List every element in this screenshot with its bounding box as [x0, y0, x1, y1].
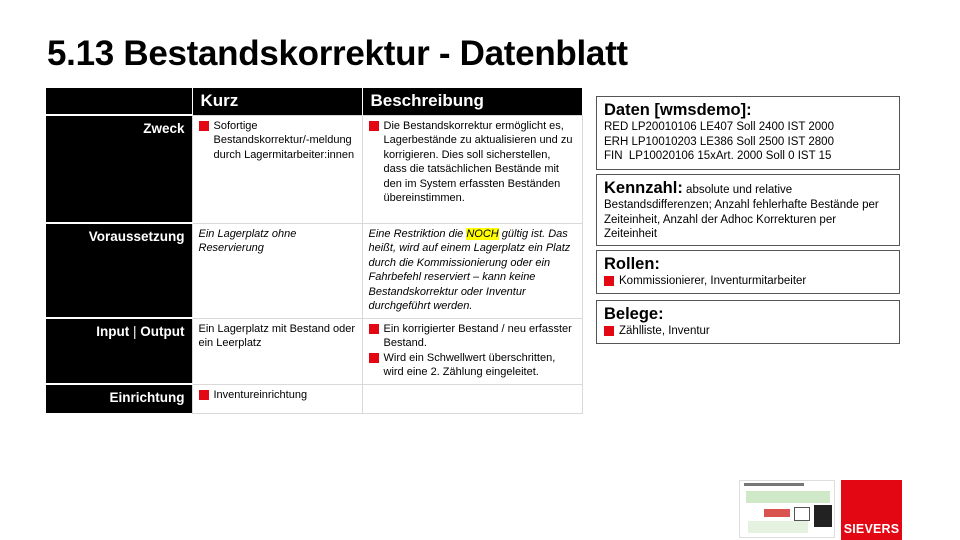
daten-box: [596, 96, 900, 170]
row-input-output: [46, 318, 582, 384]
einrichtung-beschreibung: [362, 384, 582, 413]
row-label-voraussetzung: Voraussetzung: [46, 223, 192, 318]
row-label-zweck: Zweck: [46, 115, 192, 223]
kennzahl-heading: Kennzahl:: [604, 179, 683, 197]
zweck-kurz-text: Sofortige Bestandskorrektur/-meldung durch Lagermitarbeiter:innen: [213, 119, 355, 161]
logo-text: SIEVERS: [843, 522, 900, 536]
rollen-heading: Rollen:: [604, 255, 660, 273]
bullet-item: [199, 119, 357, 163]
daten-line: RED LP20010106 LE407 Soll 2400 IST 2000: [604, 121, 834, 133]
row-label-input-output: [46, 318, 192, 384]
daten-line: ERH LP10010203 LE386 Soll 2500 IST 2800: [604, 135, 834, 148]
table-header-row: [46, 88, 582, 115]
daten-heading: Daten [wmsdemo]:: [604, 101, 752, 119]
label-output: Output: [140, 324, 185, 339]
zweck-kurz: [192, 115, 362, 223]
belege-heading: Belege:: [604, 305, 664, 323]
label-input: Input: [96, 324, 130, 339]
bullet-item: [369, 119, 577, 206]
process-diagram-thumbnail: [739, 480, 835, 538]
bullet-item: [369, 322, 577, 351]
red-square-bullet-icon: [604, 326, 614, 336]
sievers-logo: [841, 480, 902, 540]
red-square-bullet-icon: [199, 390, 209, 400]
belege-box: [596, 300, 900, 344]
einrichtung-kurz: [192, 384, 362, 413]
zweck-beschreibung: [362, 115, 582, 223]
voraussetzung-text-pre: Eine Restriktion die: [368, 227, 467, 240]
red-square-bullet-icon: [369, 353, 379, 363]
bullet-item: [604, 274, 892, 288]
page-title: 5.13 Bestandskorrektur - Datenblatt: [47, 34, 628, 73]
header-kurz: Kurz: [192, 88, 362, 115]
belege-item: Zählliste, Inventur: [619, 325, 710, 337]
red-square-bullet-icon: [369, 324, 379, 334]
row-voraussetzung: [46, 223, 582, 318]
voraussetzung-beschreibung: [362, 223, 582, 318]
datasheet-table: [46, 88, 583, 414]
highlighted-word: NOCH: [466, 227, 499, 240]
kennzahl-text: absolute und relative Bestandsdifferenzen; Anzahl fehlerhafte Bestände per Zeiteinheit, Anzahl der Adhoc Korrekturen per Zeiteinheit: [604, 184, 879, 240]
einrichtung-kurz-text: Inventureinrichtung: [213, 388, 308, 401]
label-separator: |: [129, 324, 141, 339]
input-output-kurz: Ein Lagerplatz mit Bestand oder ein Leerplatz: [192, 318, 362, 384]
row-zweck: [46, 115, 582, 223]
kennzahl-box: [596, 174, 900, 246]
zweck-beschreibung-text: Die Bestandskorrektur ermöglicht es, Lagerbestände zu aktualisieren und zu korrigieren. Dies soll sicherstellen, dass die tatsächlichen Bestände mit den im System erfassten Beständen übereinstimmen.: [383, 119, 573, 204]
output-text-2: Wird ein Schwellwert überschritten, wird eine 2. Zählung eingeleitet.: [383, 351, 556, 378]
red-square-bullet-icon: [199, 121, 209, 131]
header-empty: [46, 88, 192, 115]
bullet-item: [199, 388, 357, 403]
rollen-box: [596, 250, 900, 294]
row-einrichtung: [46, 384, 582, 413]
input-output-beschreibung: [362, 318, 582, 384]
voraussetzung-text-post: gültig ist. Das heißt, wird auf einem Lagerplatz ein Platz durch die Kommissionierung oder ein Fahrbefehl reserviert – kann keine Bestandskorrektur oder Inventur durchgeführt werden.: [368, 227, 571, 312]
bullet-item: [604, 324, 892, 338]
row-label-einrichtung: Einrichtung: [46, 384, 192, 413]
red-square-bullet-icon: [369, 121, 379, 131]
output-text-1: Ein korrigierter Bestand / neu erfasster Bestand.: [383, 322, 572, 349]
red-square-bullet-icon: [604, 276, 614, 286]
rollen-item: Kommissionierer, Inventurmitarbeiter: [619, 275, 807, 287]
voraussetzung-kurz: Ein Lagerplatz ohne Reservierung: [192, 223, 362, 318]
bullet-item: [369, 351, 577, 380]
header-beschreibung: Beschreibung: [362, 88, 582, 115]
daten-line: FIN LP10020106 15xArt. 2000 Soll 0 IST 15: [604, 150, 832, 162]
